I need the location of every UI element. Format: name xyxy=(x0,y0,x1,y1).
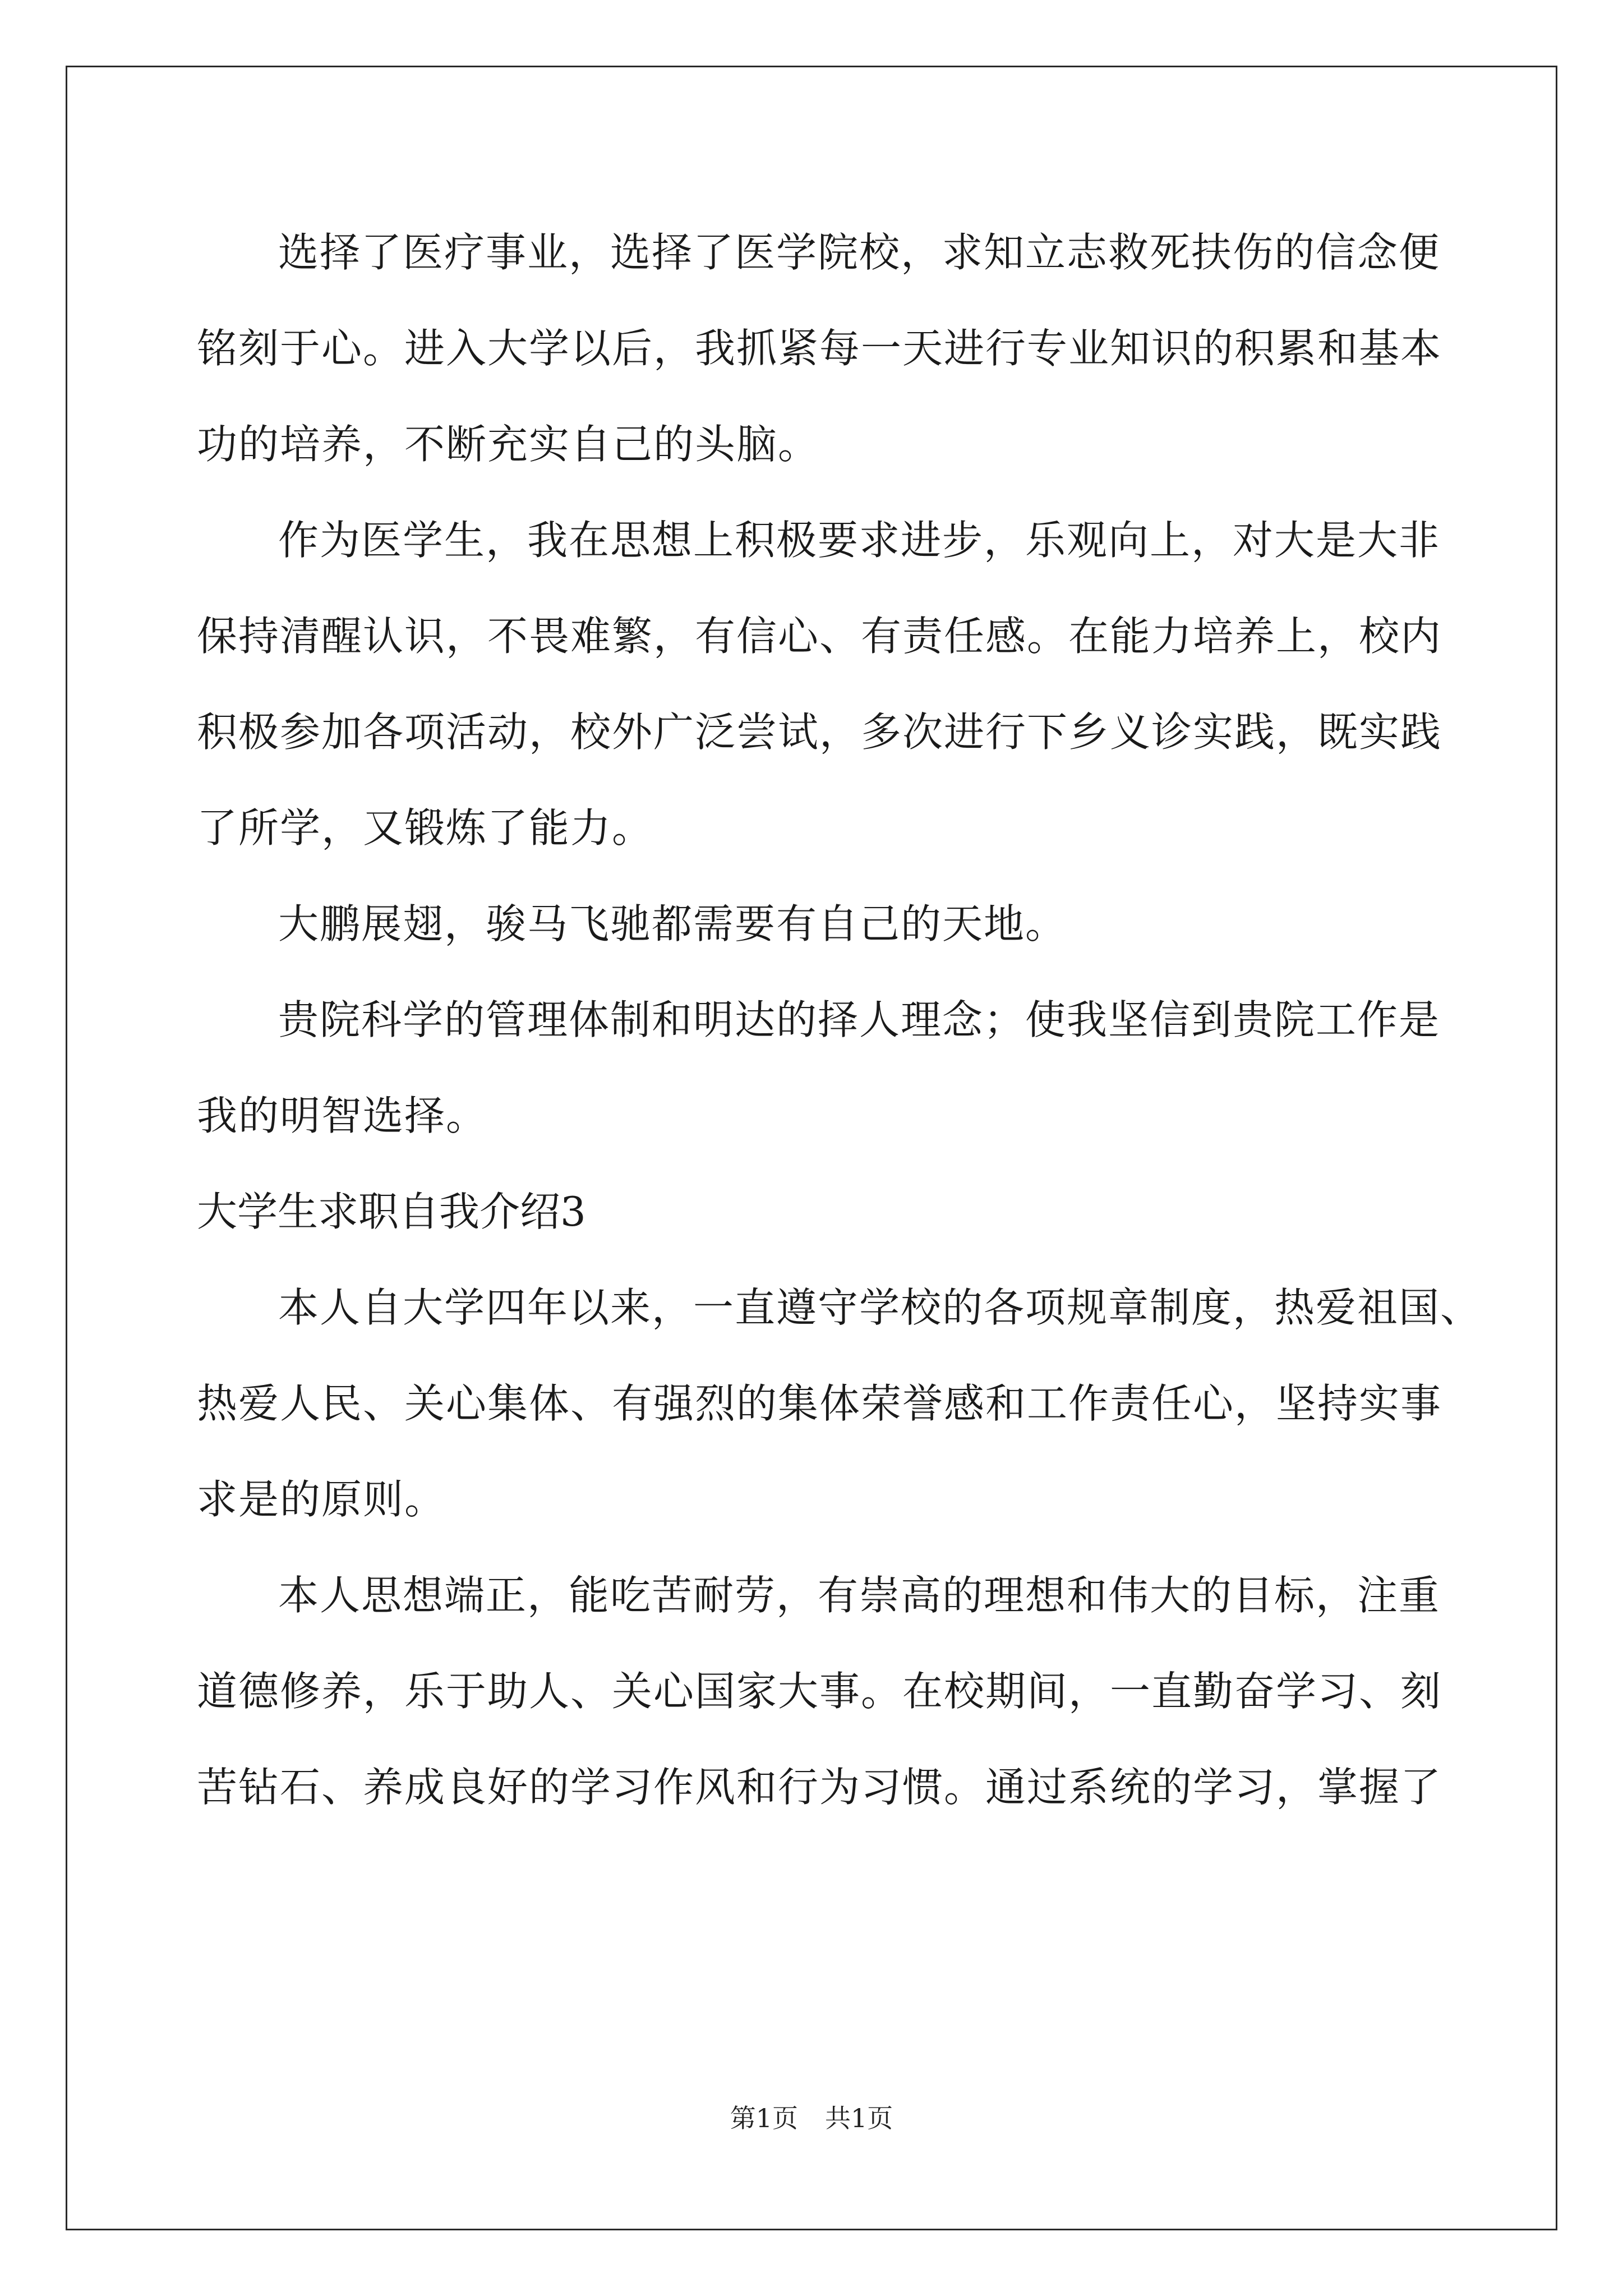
text-line: 功的培养，不断充实自己的头脑。 xyxy=(197,421,820,468)
text-line: 了所学，又锻炼了能力。 xyxy=(197,804,654,852)
text-line: 本人思想端正，能吃苦耐劳，有崇高的理想和伟大的目标，注重 xyxy=(278,1572,1441,1619)
text-line: 苦钻石、养成良好的学习作风和行为习惯。通过系统的学习，掌握了 xyxy=(197,1764,1442,1811)
text-line: 求是的原则。 xyxy=(197,1476,446,1523)
text-line: 铭刻于心。进入大学以后，我抓紧每一天进行专业知识的积累和基本 xyxy=(197,325,1442,372)
page-total: 共1页 xyxy=(825,2103,893,2133)
text-line: 我的明智选择。 xyxy=(197,1092,488,1139)
text-line: 大鹏展翅，骏马飞驰都需要有自己的天地。 xyxy=(278,900,1067,947)
text-line: 选择了医疗事业，选择了医学院校，求知立志救死扶伤的信念便 xyxy=(278,229,1441,276)
page-number: 第1页 xyxy=(730,2103,798,2133)
text-line: 本人自大学四年以来，一直遵守学校的各项规章制度，热爱祖国、 xyxy=(278,1284,1482,1331)
document-body xyxy=(197,205,1482,1835)
text-line: 热爱人民、关心集体、有强烈的集体荣誉感和工作责任心，坚持实事 xyxy=(197,1380,1442,1427)
section-heading: 大学生求职自我介绍3 xyxy=(197,1188,586,1235)
text-line: 保持清醒认识，不畏难繁，有信心、有责任感。在能力培养上，校内 xyxy=(197,613,1442,660)
text-line: 积极参加各项活动，校外广泛尝试，多次进行下乡义诊实践，既实践 xyxy=(197,708,1442,756)
text-line: 道德修养，乐于助人、关心国家大事。在校期间，一直勤奋学习、刻 xyxy=(197,1668,1442,1715)
page-footer xyxy=(0,2098,1623,2135)
text-line: 贵院科学的管理体制和明达的择人理念；使我坚信到贵院工作是 xyxy=(278,996,1441,1043)
text-line: 作为医学生，我在思想上积极要求进步，乐观向上，对大是大非 xyxy=(278,517,1441,564)
